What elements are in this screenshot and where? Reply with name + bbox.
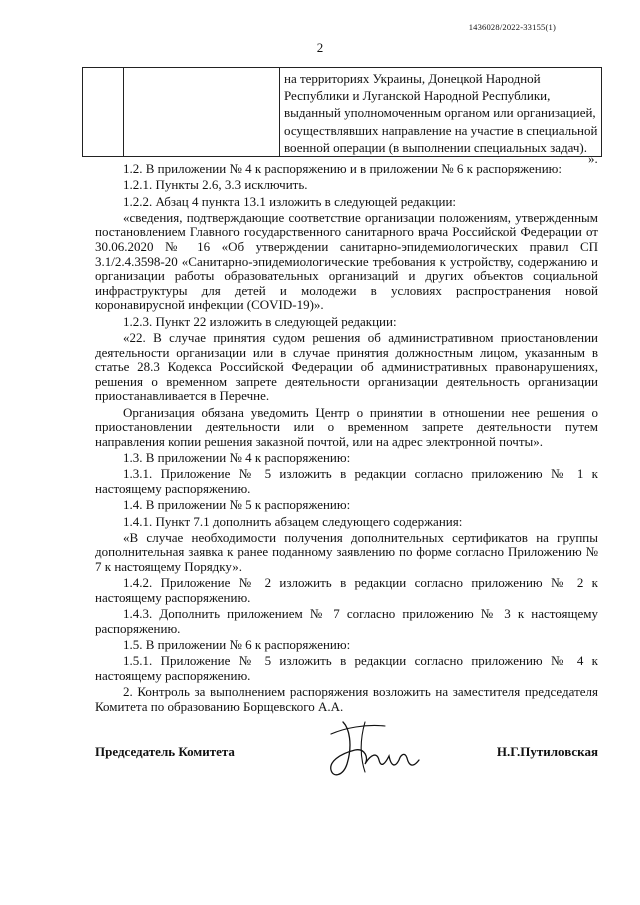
- handwritten-signature: [325, 714, 435, 784]
- paragraph: 2. Контроль за выполнением распоряжения возложить на заместителя председателя Комитета по образованию Борщевского А.А.: [95, 684, 598, 714]
- paragraph: «сведения, подтверждающие соответствие организации положениям, утвержденным постановлением Главного государственного санитарного врача Российской Федерации от 30.06.2020 № 16 «Об утверждении санитарно-эпидемиологических правил СП 3.1/2.4.3598-20 «Санитарно-эпидемиологические требования к устройству, содержанию и организации работы образовательных организаций и других объектов социальной инфраструктуры для детей и молодежи в условиях распространения новой коронавирусной инфекции (COVID-19)».: [95, 209, 598, 313]
- paragraph: «22. В случае принятия судом решения об административном приостановлении деятельности организации или в случае принятия должностным лицом, указанным в статье 28.3 Кодекса Российской Федерации об административных правонарушениях, решения о временном запрете деятельности организации деятельность организации приостанавливается в Перечне.: [95, 329, 598, 404]
- paragraph: 1.4.1. Пункт 7.1 дополнить абзацем следующего содержания:: [123, 513, 463, 529]
- paragraph: 1.4. В приложении № 5 к распоряжению:: [123, 497, 351, 513]
- paragraph: 1.2.1. Пункты 2.6, 3.3 исключить.: [123, 177, 308, 193]
- table-row: [83, 68, 602, 157]
- table-text-line: на территориях Украины, Донецкой Народной: [284, 71, 541, 86]
- paragraph: 1.2. В приложении № 4 к распоряжению и в приложении № 6 к распоряжению:: [123, 161, 562, 176]
- paragraph: 1.3. В приложении № 4 к распоряжению:: [123, 450, 351, 466]
- table-cell-empty-1: [83, 68, 124, 157]
- table-cell-text: [280, 68, 602, 157]
- paragraph: 1.4.2. Приложение № 2 изложить в редакции согласно приложению № 2 к настоящему распоряжению.: [95, 575, 598, 605]
- paragraph: «В случае необходимости получения дополнительных сертификатов на группы дополнительная заявка к ранее поданному заявлению по форме согласно Приложению № 7 к настоящему Порядку».: [95, 529, 598, 574]
- table-text-line: осуществлявших направление на участие в специальной: [284, 122, 598, 138]
- signer-role: Председатель Комитета: [95, 744, 235, 759]
- table-text-line: военной операции (в выполнении специальных задач).: [284, 139, 587, 155]
- page-number: 2: [316, 40, 324, 55]
- paragraph: 1.5.1. Приложение № 5 изложить в редакции согласно приложению № 4 к настоящему распоряжению.: [95, 653, 598, 683]
- paragraph: 1.2.2. Абзац 4 пункта 13.1 изложить в следующей редакции:: [123, 193, 457, 209]
- document-body: [95, 162, 598, 714]
- table-text-line: выданный уполномоченным органом или организацией,: [284, 105, 596, 121]
- table-text-line: Республики и Луганской Народной Республики,: [284, 88, 551, 104]
- table-cell-empty-2: [124, 68, 280, 157]
- document-number: 1436028/2022-33155(1): [468, 22, 556, 32]
- paragraph: 1.3.1. Приложение № 5 изложить в редакции согласно приложению № 1 к настоящему распоряжению.: [95, 466, 598, 496]
- continued-table: [82, 67, 602, 157]
- paragraph: 1.5. В приложении № 6 к распоряжению:: [123, 637, 351, 653]
- paragraph: Организация обязана уведомить Центр о принятии в отношении нее решения о приостановлении деятельности или о временном запрете деятельности путем направления копии решения заказной почтой, или на адрес электронной почты».: [95, 404, 598, 449]
- paragraph: 1.2.3. Пункт 22 изложить в следующей редакции:: [123, 313, 397, 329]
- signer-name: Н.Г.Путиловская: [496, 744, 598, 759]
- signature-block: [95, 740, 598, 800]
- paragraph: 1.4.3. Дополнить приложением № 7 согласно приложению № 3 к настоящему распоряжению.: [95, 606, 598, 636]
- closing-quote: ».: [588, 151, 598, 166]
